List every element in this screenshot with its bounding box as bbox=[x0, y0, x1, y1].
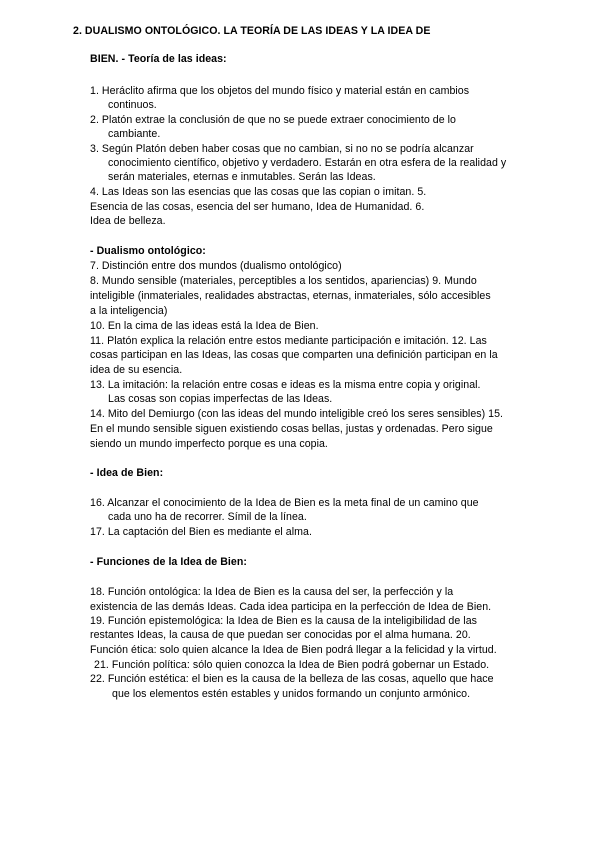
paragraph-line: continuos. bbox=[108, 99, 157, 111]
paragraph-line: 19. Función epistemológica: la Idea de Bien es la causa de la inteligibilidad de las bbox=[90, 615, 477, 627]
paragraph-line: 2. Platón extrae la conclusión de que no se puede extraer conocimiento de lo bbox=[90, 114, 456, 126]
paragraph-line: restantes Ideas, la causa de que puedan ser conocidas por el alma humana. 20. bbox=[90, 629, 471, 641]
paragraph-line: 13. La imitación: la relación entre cosas e ideas es la misma entre copia y original. bbox=[90, 379, 481, 391]
paragraph-line: conocimiento científico, objetivo y verdadero. Estarán en otra esfera de la realidad y bbox=[108, 157, 507, 169]
paragraph-line: 4. Las Ideas son las esencias que las cosas que las copian o imitan. 5. bbox=[90, 186, 427, 198]
document-heading: 2. DUALISMO ONTOLÓGICO. LA TEORÍA DE LAS IDEAS Y LA IDEA DE bbox=[73, 25, 431, 37]
paragraph-line: Idea de belleza. bbox=[90, 215, 166, 227]
paragraph-line: 11. Platón explica la relación entre estos mediante participación e imitación. 12. Las bbox=[90, 335, 487, 347]
paragraph-line: 14. Mito del Demiurgo (con las ideas del mundo inteligible creó los seres sensibles) 15. bbox=[90, 408, 504, 420]
paragraph-line: 10. En la cima de las ideas está la Idea de Bien. bbox=[90, 320, 319, 332]
paragraph-line: Esencia de las cosas, esencia del ser humano, Idea de Humanidad. 6. bbox=[90, 201, 425, 213]
paragraph-line: a la inteligencia) bbox=[90, 305, 168, 317]
paragraph-line: 22. Función estética: el bien es la causa de la belleza de las cosas, aquello que hace bbox=[90, 673, 494, 685]
paragraph-line: siendo un mundo imperfecto porque es una copia. bbox=[90, 438, 328, 450]
section-title-dualismo: - Dualismo ontológico: bbox=[90, 245, 206, 257]
paragraph-line: idea de su esencia. bbox=[90, 364, 183, 376]
paragraph-line: Las cosas son copias imperfectas de las Ideas. bbox=[108, 393, 333, 405]
paragraph-line: inteligible (inmateriales, realidades abstractas, eternas, inmateriales, sólo accesibles bbox=[90, 290, 491, 302]
paragraph-line: 18. Función ontológica: la Idea de Bien es la causa del ser, la perfección y la bbox=[90, 586, 454, 598]
paragraph-line: cada uno ha de recorrer. Símil de la línea. bbox=[108, 511, 307, 523]
paragraph-line: cambiante. bbox=[108, 128, 161, 140]
heading-teoria-ideas: - Teoría de las ideas: bbox=[118, 53, 227, 65]
paragraph-line: Función ética: solo quien alcance la Idea de Bien podrá llegar a la felicidad y la virtud. bbox=[90, 644, 497, 656]
paragraph-line: 7. Distinción entre dos mundos (dualismo ontológico) bbox=[90, 260, 342, 272]
section-title-funciones: - Funciones de la Idea de Bien: bbox=[90, 556, 247, 568]
paragraph-line: serán materiales, eternas e inmutables. Serán las Ideas. bbox=[108, 171, 376, 183]
paragraph-line: 8. Mundo sensible (materiales, perceptibles a los sentidos, apariencias) 9. Mundo bbox=[90, 275, 477, 287]
paragraph-line: 1. Heráclito afirma que los objetos del mundo físico y material están en cambios bbox=[90, 85, 470, 97]
paragraph-line: 21. Función política: sólo quien conozca la Idea de Bien podrá gobernar un Estado. bbox=[94, 659, 490, 671]
paragraph-line: que los elementos estén estables y unidos formando un conjunto armónico. bbox=[112, 688, 471, 700]
paragraph-line: cosas participan en las Ideas, las cosas que comparten una definición participan en la bbox=[90, 349, 498, 361]
paragraph-line: existencia de las demás Ideas. Cada idea participa en la perfección de Idea de Bien. bbox=[90, 601, 492, 613]
section-title-teoria-ideas bbox=[90, 52, 227, 66]
heading-bien: BIEN. bbox=[90, 53, 119, 65]
paragraph-line: 17. La captación del Bien es mediante el alma. bbox=[90, 526, 312, 538]
paragraph-line: En el mundo sensible siguen existiendo cosas bellas, justas y ordenadas. Pero sigue bbox=[90, 423, 493, 435]
section-title-idea-bien: - Idea de Bien: bbox=[90, 467, 164, 479]
paragraph-line: 16. Alcanzar el conocimiento de la Idea de Bien es la meta final de un camino que bbox=[90, 497, 479, 509]
paragraph-line: 3. Según Platón deben haber cosas que no cambian, si no no se podría alcanzar bbox=[90, 143, 474, 155]
